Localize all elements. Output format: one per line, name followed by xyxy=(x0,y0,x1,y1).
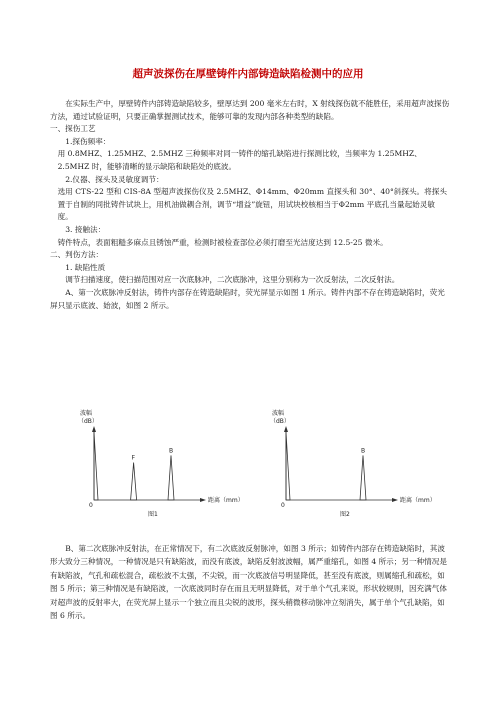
echo-peak-f xyxy=(131,463,137,500)
subheading-frequency: 1.探伤频率： xyxy=(65,136,111,146)
figure-1 xyxy=(78,408,244,520)
section-heading-judgement: 二、判伤方法： xyxy=(50,250,104,260)
method-b-paragraph: B、第二次底脉冲反射法，在正常情况下，有二次底波反射脉冲，如图 3 所示；如铸件内部存在铸造缺陷时，其波形大致分三种情况，一种情况是只有缺陷波，而没有底波，缺陷反射波波幅，属严重缩孔，如图 4 所示；另一种情况是有缺陷波，气孔和疏松混合，疏松波不太强，不尖锐，而一次底波信号明显降低，甚至没有底波，则属缩孔和疏松，如图 5 所示；第三种情况是有缺陷波，一次底波同时存在而且无明显降低，对于单个气孔来说，形状较规则，因充满气体对超声波的反射率大，在荧光屏上显示一个独立而且尖锐的波形，探头稍微移动脉冲立刻消失，属于单个气孔缺陷，如图 6 所示。 xyxy=(50,544,447,621)
document-title: 超声波探伤在厚壁铸件内部铸造缺陷检测中的应用 xyxy=(132,68,364,80)
figure-2-peaks xyxy=(286,432,366,500)
document-body xyxy=(50,98,450,312)
figures-row xyxy=(78,408,438,520)
figure-1-origin: 0 xyxy=(89,502,93,509)
figure-2-plot xyxy=(270,408,436,520)
figure-1-x-arrow xyxy=(200,498,206,502)
echo-peak-b xyxy=(168,455,174,500)
contact-paragraph: 铸件特点，表面粗糙多麻点且锈蚀严重，检测时被检查部位必须打磨至光洁度达到 12.5-25 微米。 xyxy=(57,237,388,247)
intro-paragraph: 在实际生产中，厚壁铸件内部铸造缺陷较多，壁厚达到 200 毫米左右时，X 射线探伤就不能胜任，采用超声波探伤方法，通过试验证明，只要正确掌握测试技术，能够可靠的发现内部各种类型的缺陷。 xyxy=(50,99,450,121)
method-a-paragraph: A、第一次底脉冲反射法，铸件内部存在铸造缺陷时，荧光屏显示如图 1 所示。铸件内部不存在铸造缺陷时，荧光屏只显示底波、始波，如图 2 所示。 xyxy=(50,287,445,310)
instrument-paragraph: 选用 CTS-22 型和 CIS-8A 型超声波探伤仪及 2.5MHZ、Φ14mm、Φ20mm 直探头和 30°、40°斜探头。将探头置于自制的同批铸件试块上，用机油做耦合剂，调节“增益”旋钮，用试块校核相当于Φ2mm 平底孔当量起始灵敏度。 xyxy=(57,187,447,222)
frequency-paragraph: 用 0.8MHZ、1.25MHZ、2.5MHZ 三种频率对同一铸件的缩孔缺陷进行探测比较，当频率为 1.25MHZ、2.5MHZ 时，能够清晰的显示缺陷和缺陷处的底波。 xyxy=(57,149,422,171)
section-heading-process: 一、探伤工艺 xyxy=(50,124,96,134)
figure-1-xlabel: 距离（mm） xyxy=(208,497,244,504)
echo-peak-label: B xyxy=(361,447,366,455)
figure-1-plot xyxy=(78,408,244,520)
subheading-contact: 3. 接触法： xyxy=(65,224,106,234)
figure-2-x-arrow xyxy=(392,498,398,502)
figure-1-ylabel-unit: （dB） xyxy=(78,418,98,425)
figure-2-origin: 0 xyxy=(281,502,285,509)
echo-peak-b xyxy=(360,455,366,500)
figure-1-ylabel: 波幅 xyxy=(80,410,93,417)
subheading-defect-nature: 1. 缺陷性质 xyxy=(65,262,106,272)
figure-2-xlabel: 距离（mm） xyxy=(400,497,436,504)
figure-2-caption: 图2 xyxy=(340,511,350,518)
figure-2-ylabel-unit: （dB） xyxy=(270,418,290,425)
figure-2-ylabel: 波幅 xyxy=(272,410,285,417)
initial-pulse xyxy=(94,432,98,500)
figure-2-y-arrow xyxy=(284,426,288,432)
initial-pulse xyxy=(286,432,290,500)
method-b-section xyxy=(50,542,450,622)
echo-peak-label: F xyxy=(131,454,136,462)
figure-1-peaks xyxy=(94,432,174,500)
scan-paragraph: 调节扫描速度，使扫描范围对应一次底脉冲，二次底脉冲，这里分别称为一次反射法，二次反射法。 xyxy=(65,275,400,285)
figure-1-y-arrow xyxy=(92,426,96,432)
figure-2 xyxy=(270,408,436,520)
echo-peak-label: B xyxy=(169,447,174,455)
subheading-instrument: 2.仪器、探头及灵敏度调节： xyxy=(65,174,164,184)
figure-1-caption: 图1 xyxy=(148,511,158,518)
